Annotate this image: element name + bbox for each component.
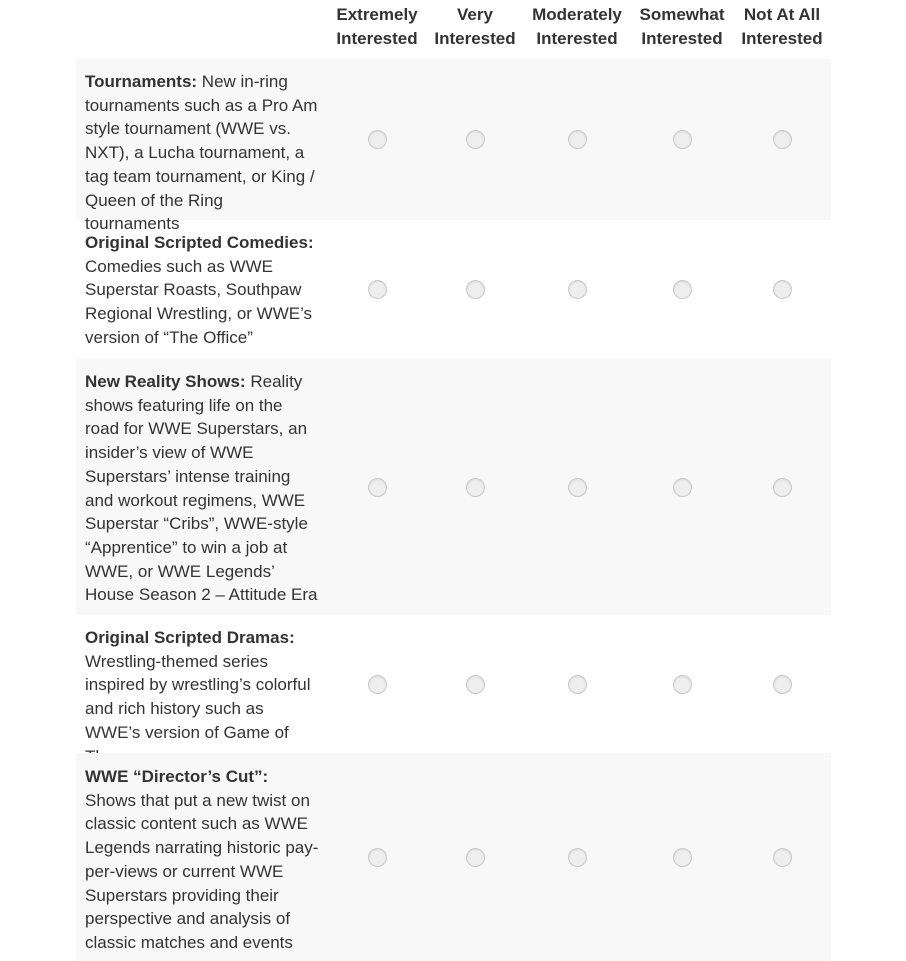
radio-moderately-interested[interactable]	[568, 848, 587, 867]
radio-moderately-interested[interactable]	[568, 280, 587, 299]
row-label-title: Original Scripted Comedies:	[85, 233, 314, 252]
interest-matrix	[76, 0, 831, 961]
column-header-line1: Moderately	[532, 5, 622, 24]
row-label-description: Reality shows featuring life on the road for WWE Superstars, an insider’s view of WWE Superstars’ intense training and workout regimens, WWE Superstar “Cribs”, WWE-style “Apprentice” to win a job at WWE, or WWE Legends’ House Season 2 – Attitude Era	[85, 372, 318, 605]
row-label-title: WWE “Director’s Cut”:	[85, 767, 269, 786]
row-label	[76, 220, 321, 350]
radio-very-interested[interactable]	[466, 130, 485, 149]
radio-extremely-interested[interactable]	[368, 478, 387, 497]
matrix-row-original-scripted-dramas	[76, 615, 831, 753]
radio-moderately-interested[interactable]	[568, 478, 587, 497]
matrix-row-tournaments	[76, 59, 831, 234]
column-header-line1: Somewhat	[639, 5, 725, 24]
column-header-line2: Interested	[641, 29, 723, 48]
row-label	[76, 753, 321, 955]
column-header-line1: Very	[457, 5, 493, 24]
radio-somewhat-interested[interactable]	[673, 478, 692, 497]
row-label-title: Tournaments:	[85, 72, 198, 91]
radio-somewhat-interested[interactable]	[673, 130, 692, 149]
row-label	[76, 59, 321, 236]
radio-somewhat-interested[interactable]	[673, 675, 692, 694]
row-label-description: New in-ring tournaments such as a Pro Am style tournament (WWE vs. NXT), a Lucha tournament, a tag team tournament, or King / Queen of the Ring tournaments	[85, 72, 318, 234]
column-header-line2: Interested	[336, 29, 418, 48]
radio-not-at-all-interested[interactable]	[773, 130, 792, 149]
radio-somewhat-interested[interactable]	[673, 280, 692, 299]
column-header-extremely-interested	[327, 3, 427, 51]
radio-very-interested[interactable]	[466, 280, 485, 299]
row-label-title: Original Scripted Dramas:	[85, 628, 295, 647]
radio-very-interested[interactable]	[466, 675, 485, 694]
row-label-title: New Reality Shows:	[85, 372, 246, 391]
column-header-not-at-all-interested	[732, 3, 832, 51]
column-header-line2: Interested	[741, 29, 823, 48]
radio-extremely-interested[interactable]	[368, 675, 387, 694]
radio-moderately-interested[interactable]	[568, 675, 587, 694]
column-header-very-interested	[425, 3, 525, 51]
matrix-header	[76, 0, 831, 59]
column-header-line2: Interested	[434, 29, 516, 48]
column-header-line1: Not At All	[743, 5, 821, 24]
radio-extremely-interested[interactable]	[368, 848, 387, 867]
row-label	[76, 359, 321, 607]
radio-somewhat-interested[interactable]	[673, 848, 692, 867]
radio-not-at-all-interested[interactable]	[773, 280, 792, 299]
radio-very-interested[interactable]	[466, 848, 485, 867]
matrix-row-new-reality-shows	[76, 359, 831, 615]
column-header-moderately-interested	[527, 3, 627, 51]
radio-not-at-all-interested[interactable]	[773, 848, 792, 867]
radio-extremely-interested[interactable]	[368, 280, 387, 299]
radio-moderately-interested[interactable]	[568, 130, 587, 149]
radio-not-at-all-interested[interactable]	[773, 675, 792, 694]
matrix-row-original-scripted-comedies	[76, 220, 831, 359]
row-label-description: Shows that put a new twist on classic content such as WWE Legends narrating historic pay-per-views or current WWE Superstars providing their perspective and analysis of classic matches and events	[85, 790, 319, 952]
row-label	[76, 615, 321, 768]
radio-extremely-interested[interactable]	[368, 130, 387, 149]
row-label-description: Comedies such as WWE Superstar Roasts, Southpaw Regional Wrestling, or WWE’s version of “The Office”	[85, 256, 313, 347]
column-header-somewhat-interested	[632, 3, 732, 51]
column-header-line1: Extremely	[336, 5, 418, 24]
matrix-row-wwe-directors-cut	[76, 753, 831, 961]
radio-very-interested[interactable]	[466, 478, 485, 497]
radio-not-at-all-interested[interactable]	[773, 478, 792, 497]
row-label-description: Wrestling-themed series inspired by wrestling’s colorful and rich history such as WWE’s version of Game of	[85, 651, 311, 742]
column-header-line2: Interested	[536, 29, 618, 48]
